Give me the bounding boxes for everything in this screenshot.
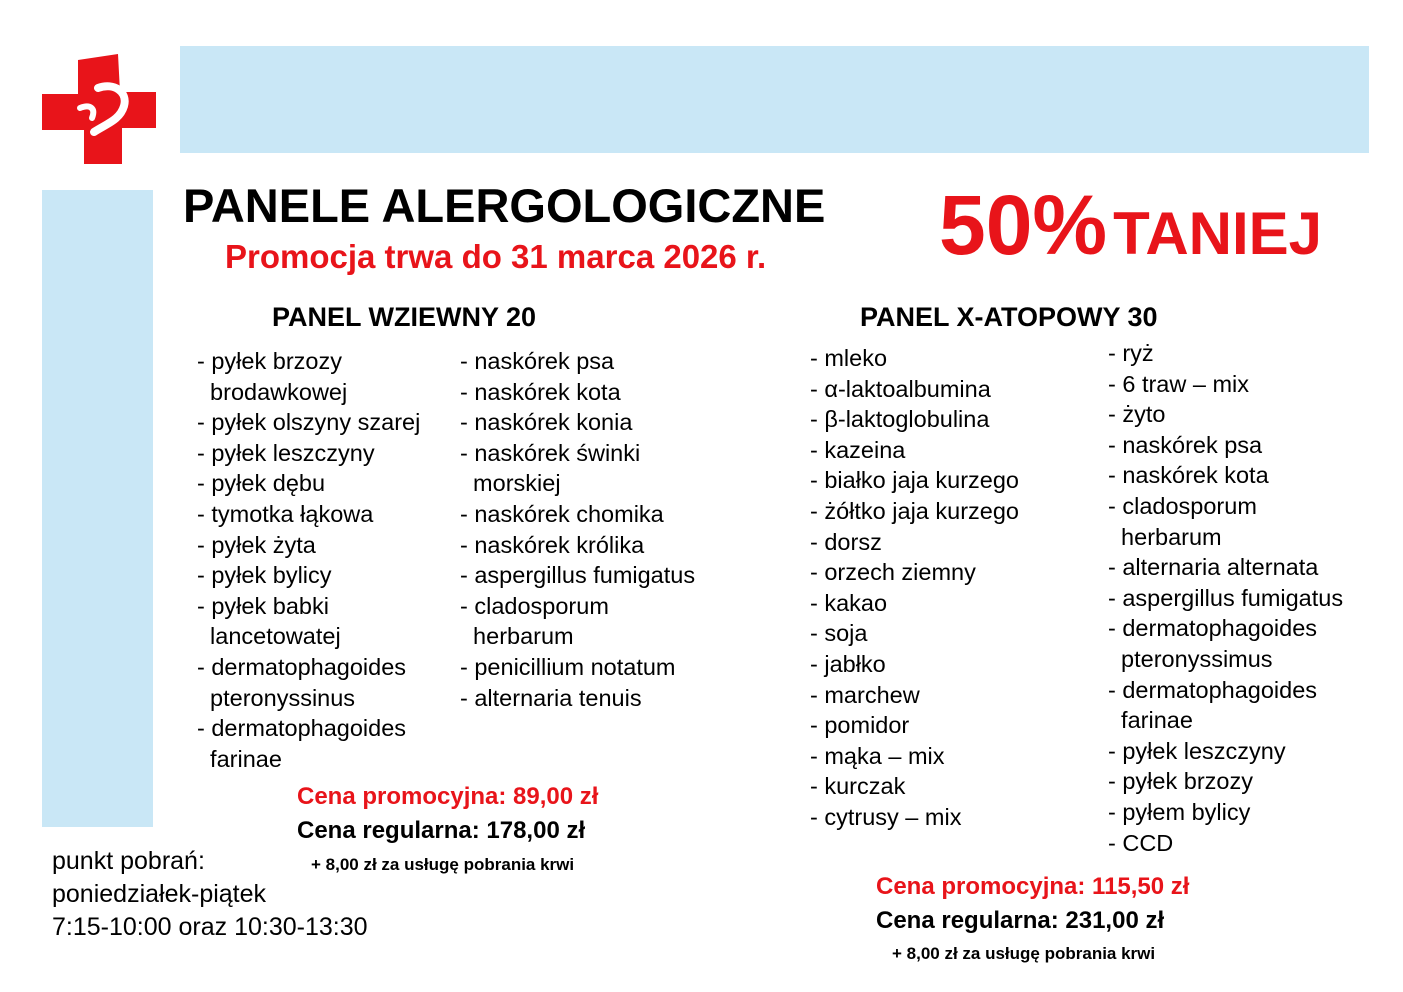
list-item: - CCD [1108, 829, 1174, 856]
left-decorative-band [42, 190, 153, 827]
panel-left-price-promo: Cena promocyjna: 89,00 zł [297, 783, 599, 810]
list-item: - 6 traw – mix [1108, 370, 1250, 397]
discount-banner [939, 178, 1323, 272]
list-item: - cladosporum [1108, 492, 1257, 519]
list-item: - pyłek babki [197, 592, 329, 619]
hours-line-1: punkt pobrań: [52, 847, 205, 875]
list-item: - mleko [810, 345, 888, 371]
list-item: - białko jaja kurzego [810, 467, 1019, 494]
list-item: - α-laktoalbumina [810, 375, 991, 402]
list-item: - naskórek psa [1108, 431, 1263, 458]
list-item: - pyłek dębu [197, 470, 326, 497]
list-item: farinae [197, 745, 282, 772]
list-item: lancetowatej [197, 623, 341, 650]
promotion-subtitle: Promocja trwa do 31 marca 2026 r. [225, 238, 767, 275]
red-cross-logo-icon [40, 48, 156, 164]
top-decorative-band [180, 46, 1369, 153]
list-item: - dorsz [810, 528, 882, 555]
panel-left-list-1 [197, 346, 420, 774]
list-item: - kazeina [810, 436, 906, 463]
list-item: - pyłek olszyny szarej [197, 409, 421, 436]
panel-right-heading: PANEL X-ATOPOWY 30 [860, 302, 1158, 332]
list-item: - pyłek leszczyny [197, 439, 375, 466]
list-item: herbarum [1108, 523, 1222, 550]
panel-right-list-1 [810, 343, 1019, 833]
list-item: - soja [810, 620, 868, 647]
list-item: - pyłek leszczyny [1108, 737, 1286, 764]
list-item: - jabłko [810, 650, 886, 677]
panel-right-fee: + 8,00 zł za usługę pobrania krwi [892, 944, 1156, 963]
list-item: - naskórek psa [460, 348, 615, 374]
list-item: - penicillium notatum [460, 653, 676, 680]
list-item: - pyłem bylicy [1108, 798, 1251, 825]
list-item: - marchew [810, 681, 920, 708]
list-item: - naskórek królika [460, 531, 645, 558]
list-item: - kurczak [810, 773, 906, 800]
panel-left-heading: PANEL WZIEWNY 20 [272, 302, 537, 332]
list-item: - tymotka łąkowa [197, 500, 374, 527]
list-item: - żyto [1108, 401, 1166, 428]
panel-left-list-2 [460, 346, 695, 713]
list-item: - pyłek brzozy [1108, 768, 1253, 795]
list-item: - naskórek kota [1108, 462, 1269, 489]
list-item: - pyłek bylicy [197, 562, 332, 589]
list-item: - cladosporum [460, 592, 609, 619]
hours-line-3: 7:15-10:00 oraz 10:30-13:30 [52, 913, 368, 941]
list-item: - ryż [1108, 340, 1154, 366]
list-item: - cytrusy – mix [810, 803, 962, 830]
panel-left-price-regular: Cena regularna: 178,00 zł [297, 817, 586, 844]
list-item: - naskórek świnki [460, 439, 641, 466]
list-item: - naskórek kota [460, 378, 621, 405]
list-item: - alternaria alternata [1108, 554, 1319, 581]
panel-right-price-regular: Cena regularna: 231,00 zł [876, 907, 1165, 934]
list-item: - dermatophagoides [1108, 615, 1318, 642]
list-item: - β-laktoglobulina [810, 406, 990, 433]
discount-percent: 50% [939, 178, 1108, 272]
list-item: - naskórek konia [460, 409, 633, 436]
list-item: morskiej [460, 470, 561, 497]
panel-right-price-promo: Cena promocyjna: 115,50 zł [876, 873, 1190, 900]
list-item: - dermatophagoides [197, 653, 407, 680]
list-item: - pyłek żyta [197, 531, 316, 558]
panel-right-list-2 [1108, 338, 1343, 858]
list-item: brodawkowej [197, 378, 348, 405]
discount-word: TANIEJ [1113, 200, 1323, 267]
list-item: - aspergillus fumigatus [1108, 584, 1344, 611]
collection-point-hours [52, 845, 368, 944]
list-item: - pyłek brzozy [197, 348, 342, 374]
list-item: farinae [1108, 707, 1193, 734]
list-item: herbarum [460, 623, 574, 650]
list-item: - naskórek chomika [460, 500, 664, 527]
list-item: - dermatophagoides [1108, 676, 1318, 703]
hours-line-2: poniedziałek-piątek [52, 880, 267, 908]
list-item: - dermatophagoides [197, 715, 407, 742]
panel-left-fee: + 8,00 zł za usługę pobrania krwi [311, 855, 575, 874]
list-item: - alternaria tenuis [460, 684, 642, 711]
list-item: - pomidor [810, 712, 910, 739]
list-item: pteronyssimus [1108, 645, 1273, 672]
list-item: - aspergillus fumigatus [460, 562, 696, 589]
list-item: - żółtko jaja kurzego [810, 497, 1019, 524]
list-item: pteronyssinus [197, 684, 356, 711]
list-item: - kakao [810, 589, 888, 616]
list-item: - mąka – mix [810, 742, 945, 769]
page-title: PANELE ALERGOLOGICZNE [183, 179, 826, 232]
list-item: - orzech ziemny [810, 559, 976, 586]
